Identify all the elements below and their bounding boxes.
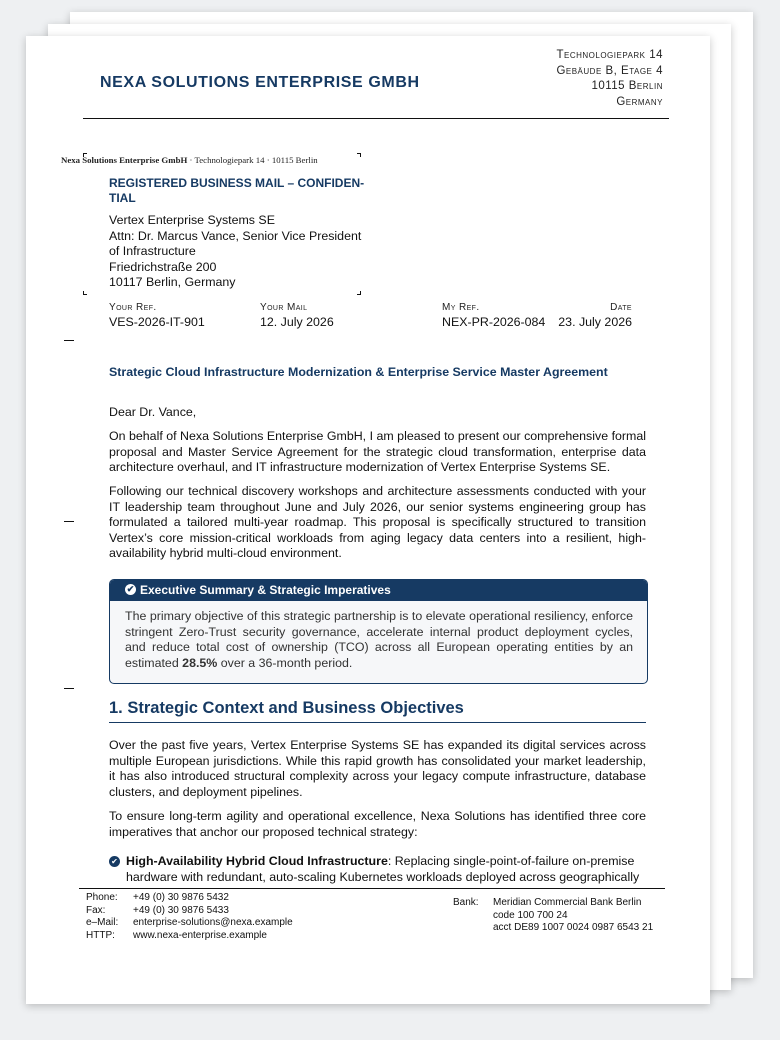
fold-mark <box>64 521 74 522</box>
header-rule <box>83 118 669 119</box>
bullet-title: High-Availability Hybrid Cloud Infrastructure <box>126 854 388 868</box>
your-ref-field <box>109 302 205 329</box>
fax-value: +49 (0) 30 9876 5433 <box>133 904 229 916</box>
recipient-line: Friedrichstraße 200 <box>109 259 217 274</box>
bank-line: acct DE89 1007 0024 0987 6543 21 <box>493 922 654 934</box>
http-label: HTTP: <box>86 929 115 941</box>
summary-body <box>110 601 647 671</box>
body-paragraph: Following our technical discovery workshops and architecture assessments conducted with your IT leadership team throughout June and July 2026, our senior systems engineering group has formulated a tailored multi-year roadmap. This proposal is specifically structured to transition Vertex’s core mission-critical workloads from aging legacy data centers into a resilient, high-availability hybrid multi-cloud environment. <box>109 484 646 560</box>
recipient-line: Attn: Dr. Marcus Vance, Senior Vice President of Infrastructure <box>109 228 362 258</box>
return-address-line <box>61 155 318 165</box>
fold-mark <box>64 340 74 341</box>
phone-value: +49 (0) 30 9876 5432 <box>133 892 229 903</box>
window-corner-mark <box>83 291 87 295</box>
window-corner-mark <box>357 153 361 157</box>
subject-line: Strategic Cloud Infrastructure Modernization & Enterprise Service Master Agreement <box>109 365 608 379</box>
window-corner-mark <box>83 153 87 157</box>
sender-address-line: Germany <box>616 95 663 108</box>
check-circle-icon: ✔ <box>109 856 120 867</box>
my-ref-label: My Ref. <box>442 302 480 313</box>
body-paragraph: Over the past five years, Vertex Enterprise Systems SE has expanded its digital services across multiple European jurisdictions. While this rapid growth has consolidated your market leadership, it has also introduced structural complexity across your legacy compute infrastructure, database clusters, and deployment pipelines. <box>109 738 646 799</box>
company-name: NEXA SOLUTIONS ENTERPRISE GMBH <box>100 74 420 91</box>
salutation: Dear Dr. Vance, <box>109 405 197 419</box>
bullet-description: : Replacing single-point-of-failure on-premise hardware with redundant, auto-scaling Kubernetes workloads deployed across geographically <box>126 854 640 884</box>
sender-address-line: 10115 Berlin <box>591 80 663 92</box>
email-value: enterprise-solutions@nexa.example <box>133 917 293 929</box>
date-label: Date <box>610 302 632 313</box>
check-circle-icon: ✔ <box>126 584 135 595</box>
footer-bank <box>453 897 653 935</box>
section-heading: 1. Strategic Context and Business Objectives <box>109 699 646 723</box>
your-mail-value: 12. July 2026 <box>260 315 334 329</box>
window-corner-mark <box>357 291 361 295</box>
sender-address-line: Technologiepark 14 <box>556 49 663 61</box>
phone-label: Phone: <box>86 892 118 903</box>
recipient-line: 10117 Berlin, Germany <box>109 275 236 289</box>
my-ref-field <box>442 302 545 329</box>
fax-label: Fax: <box>86 904 106 916</box>
date-field <box>558 302 632 329</box>
recipient-address <box>109 213 369 291</box>
date-value: 23. July 2026 <box>558 315 632 329</box>
executive-summary-box <box>109 579 648 684</box>
bullet-item <box>109 854 646 885</box>
sender-address-line: Gebäude B, Etage 4 <box>556 64 663 77</box>
footer-rule <box>79 888 665 889</box>
bank-label: Bank: <box>453 897 479 908</box>
mail-type-label: REGISTERED BUSINESS MAIL – CONFIDEN-TIAL <box>109 176 365 205</box>
summary-header <box>110 580 647 601</box>
bank-line: Meridian Commercial Bank Berlin <box>493 897 642 908</box>
your-ref-value: VES-2026-IT-901 <box>109 315 205 329</box>
summary-text-end: over a 36-month period. <box>217 655 353 670</box>
summary-highlight: 28.5% <box>182 655 218 670</box>
punch-mark <box>64 688 74 689</box>
your-mail-field <box>260 302 334 329</box>
return-address-rest: · Technologiepark 14 · 10115 Berlin <box>187 155 318 165</box>
http-value: www.nexa-enterprise.example <box>133 929 267 941</box>
return-address-company: Nexa Solutions Enterprise GmbH <box>61 155 188 165</box>
body-paragraph: On behalf of Nexa Solutions Enterprise GmbH, I am pleased to present our comprehensive formal proposal and Master Service Agreement for the strategic cloud transformation, enterprise data architecture overhaul, and IT infrastructure modernization of Vertex Enterprise Systems SE. <box>109 429 646 474</box>
my-ref-value: NEX-PR-2026-084 <box>442 315 546 329</box>
body-paragraph: To ensure long-term agility and operational excellence, Nexa Solutions has identified three core imperatives that anchor our proposed technical strategy: <box>109 809 646 839</box>
email-label: e–Mail: <box>86 917 119 929</box>
bullet-text <box>126 854 646 885</box>
footer-contact <box>86 892 293 942</box>
your-ref-label: Your Ref. <box>109 302 157 313</box>
bank-line: code 100 700 24 <box>493 909 568 921</box>
sender-address <box>556 48 663 110</box>
summary-title: Executive Summary & Strategic Imperatives <box>140 583 391 597</box>
letter-page <box>26 36 710 1004</box>
summary-text: The primary objective of this strategic partnership is to elevate operational resiliency, enforce stringent Zero-Trust security governance, accelerate internal product deployment cycles, and reduce total cost of ownership (TCO) across all European operating entities by an estimated <box>125 609 633 670</box>
recipient-line: Vertex Enterprise Systems SE <box>109 213 275 227</box>
your-mail-label: Your Mail <box>260 302 308 313</box>
